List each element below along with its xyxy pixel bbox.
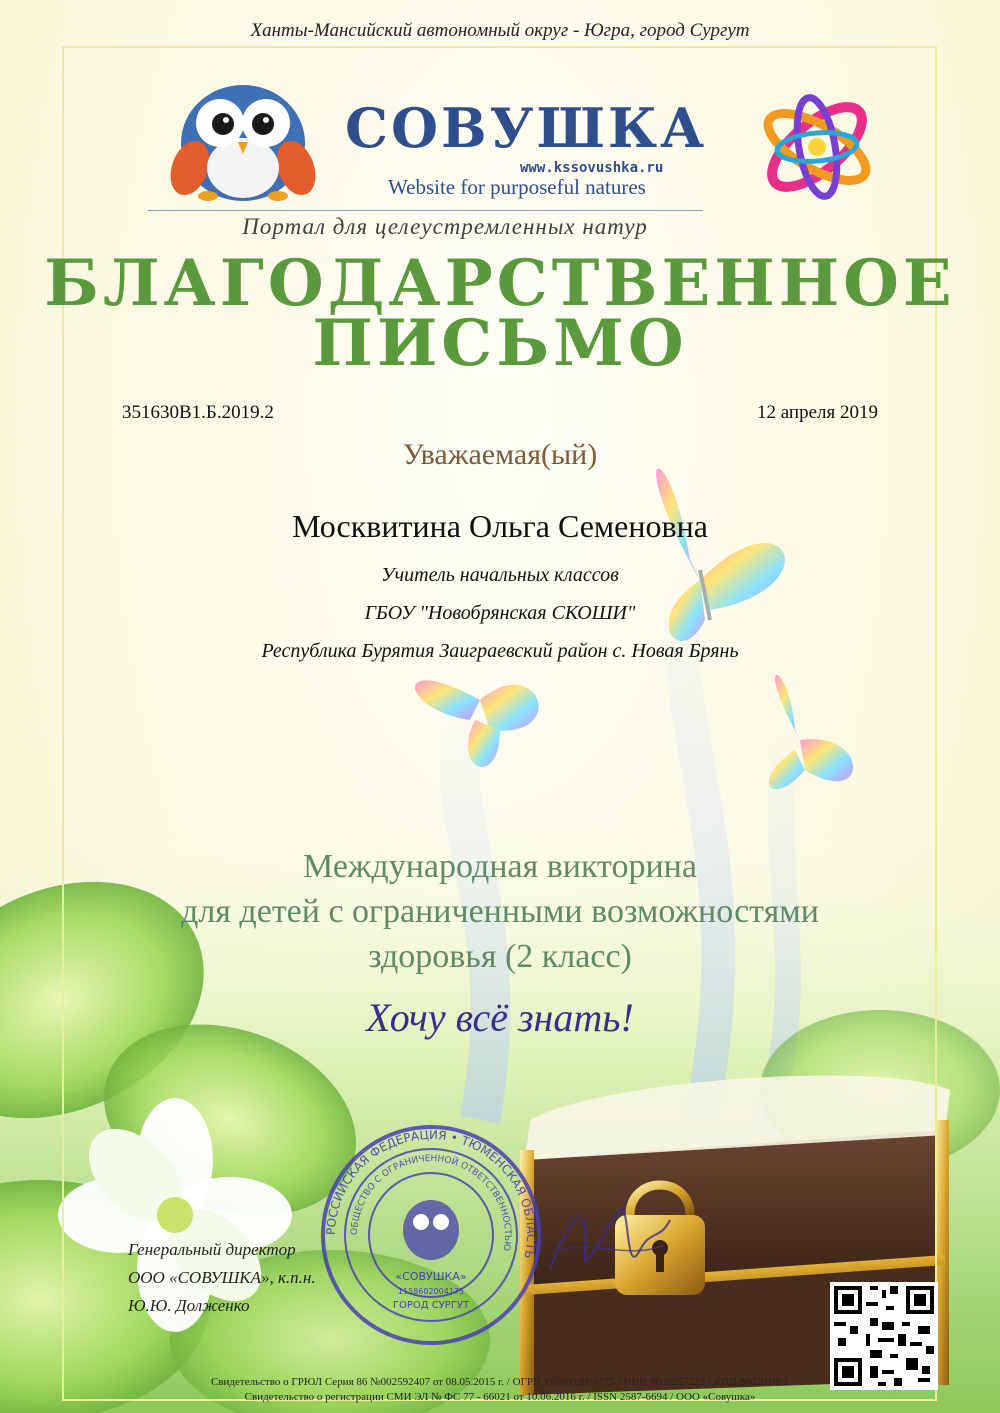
title-line-1: БЛАГОДАРСТВЕННОЕ	[44, 246, 956, 321]
quiz-name: Хочу всё знать!	[366, 995, 634, 1040]
qr-code	[830, 1282, 938, 1390]
brand-tagline-ru: Портал для целеустремленных натур	[242, 214, 648, 239]
stamp-inner-text: ОБЩЕСТВО С ОГРАНИЧЕННОЙ ОТВЕТСТВЕННОСТЬЮ	[349, 1153, 513, 1252]
region-line: Ханты-Мансийский автономный округ - Югра, город Сургут	[250, 20, 750, 41]
document-number: 351630В1.Б.2019.2	[122, 402, 274, 423]
recipient-position: Учитель начальных классов	[381, 564, 619, 586]
document-date: 12 апреля 2019	[756, 402, 878, 423]
footer-registration: Свидетельство о ГРЮЛ Серия 86 №002592407 от 08.05.2015 г. / ОГРН 1158602004175 / ИНН 8602257223 / КПП 860201001	[210, 1376, 789, 1388]
signer-title: Генеральный директор	[128, 1240, 296, 1259]
stamp-ogrn: 1158602004175	[397, 1287, 465, 1296]
recipient-name: Москвитина Ольга Семеновна	[292, 508, 708, 544]
event-line-2: для детей с ограниченными возможностями	[181, 893, 819, 930]
logo-divider	[148, 210, 703, 211]
recipient-organization: ГБОУ "Новобрянская СКОШИ"	[364, 602, 636, 624]
brand-wordmark: СОВУШКА	[345, 96, 708, 160]
atom-logo-icon	[755, 75, 880, 220]
recipient-location: Республика Бурятия Заиграевский район с. Новая Брянь	[261, 640, 739, 662]
event-line-1: Международная викторина	[303, 848, 697, 885]
event-line-3: здоровья (2 класс)	[368, 938, 632, 975]
stamp-bottom-text: ГОРОД СУРГУТ	[392, 1300, 470, 1311]
title-line-2: ПИСЬМО	[312, 306, 688, 381]
brand-tagline-en: Website for purposeful natures	[388, 175, 646, 199]
stamp-center-text: «СОВУШКА»	[395, 1270, 467, 1283]
brand-url: www.kssovushka.ru	[520, 160, 664, 176]
signer-company: ООО «СОВУШКА», к.п.н.	[128, 1268, 316, 1287]
owl-icon	[168, 58, 318, 208]
company-stamp	[318, 1122, 544, 1348]
signature-scribble	[540, 1190, 680, 1300]
footer-media-registration: Свидетельство о регистрации СМИ ЭЛ № ФС 77 - 66021 от 10.06.2016 г. / ISSN 2587-6694 / ООО «Совушка»	[244, 1391, 756, 1403]
signer-name: Ю.Ю. Долженко	[128, 1296, 250, 1315]
stamp-outer-text: РОССИЙСКАЯ ФЕДЕРАЦИЯ • ТЮМЕНСКАЯ ОБЛАСТЬ	[323, 1127, 539, 1260]
greeting: Уважаемая(ый)	[402, 438, 598, 471]
